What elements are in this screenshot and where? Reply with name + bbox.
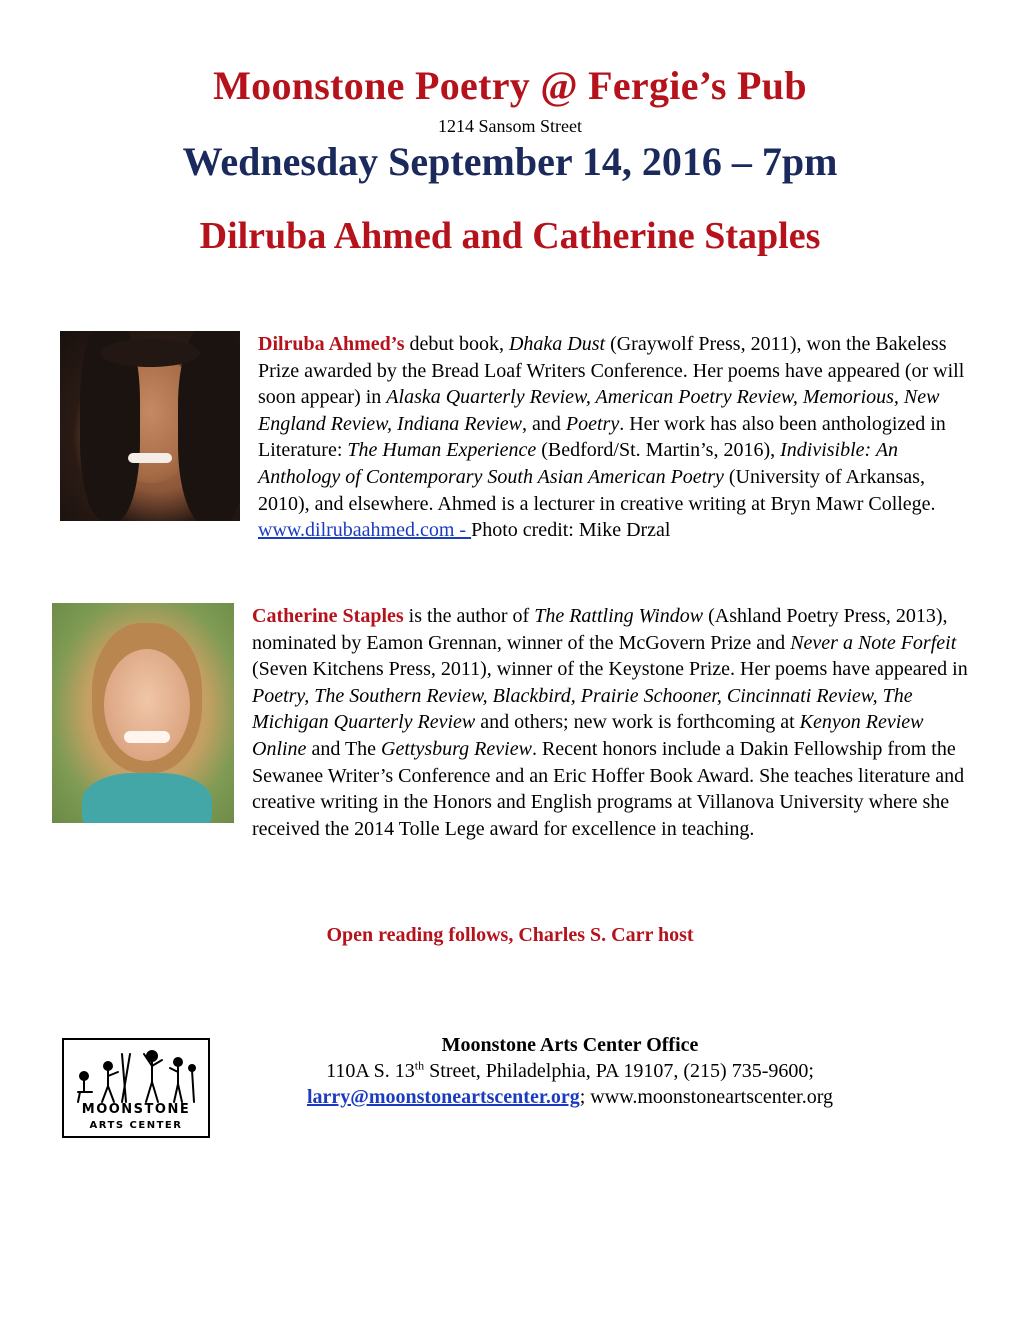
logo-line1: MOONSTONE [81,1102,191,1117]
bio-dilruba-ahmed: Dilruba Ahmed’s debut book, Dhaka Dust (Graywolf Press, 2011), won the Bakeless Prize awarded by the Bread Loaf Writers Conference. Her poems have appeared (or will soon appear) in Alaska Quarterly Review, American Poetry Review, Memorious, New England Review, Indiana Review, and Poetry. Her work has also been anthologized in Literature: The Human Experience (Bedford/St. Martin’s, 2016), Indivisible: An Anthology of Contemporary South Asian American Poetry (University of Arkansas, 2010), and elsewhere. Ahmed is a lecturer in creative writing at Bryn Mawr College. www.dilrubaahmed.com - Photo credit: Mike Drzal [60,331,970,544]
artists-figures-icon [70,1046,204,1104]
event-title: Moonstone Poetry @ Fergie’s Pub [213,63,807,108]
bio2-name: Catherine Staples [252,605,404,627]
dilruba-website-link[interactable]: www.dilrubaahmed.com - [258,519,472,542]
venue-address: 1214 Sansom Street [438,116,582,136]
open-reading-note: Open reading follows, Charles S. Carr host [326,924,694,946]
bio-catherine-staples: Catherine Staples is the author of The Rattling Window (Ashland Poetry Press, 2013), nominated by Eamon Grennan, winner of the McGovern Prize and Never a Note Forfeit (Seven Kitchens Press, 2011), winner of the Keystone Prize. Her poems have appeared in Poetry, The Southern Review, Blackbird, Prairie Schooner, Cincinnati Review, The Michigan Quarterly Review and others; new work is forthcoming at Kenyon Review Online and The Gettysburg Review. Recent honors include a Dakin Fellowship from the Sewanee Writer’s Conference and an Eric Hoffer Book Award. She teaches literature and creative writing in the Honors and English programs at Villanova University where she received the 2014 Tolle Lege award for excellence in teaching. [60,603,970,842]
event-date: Wednesday September 14, 2016 – 7pm [182,139,838,184]
logo-line2: ARTS CENTER [89,1120,183,1131]
office-title: Moonstone Arts Center Office [441,1034,699,1056]
dilruba-ahmed-photo [60,331,240,521]
catherine-staples-photo [52,603,234,823]
office-website: ; www.moonstoneartscenter.org [579,1086,834,1108]
office-info [250,1032,890,1110]
office-email-link[interactable]: larry@moonstoneartscenter.org [306,1086,580,1108]
featured-poets: Dilruba Ahmed and Catherine Staples [199,215,821,257]
photo-credit: Photo credit: Mike Drzal [471,519,671,542]
moonstone-logo [62,1038,210,1138]
office-address: 110A S. 13th Street, Philadelphia, PA 19107, (215) 735-9600; [326,1058,814,1082]
office-contact [250,1084,890,1110]
bio1-name: Dilruba Ahmed’s [258,333,405,355]
